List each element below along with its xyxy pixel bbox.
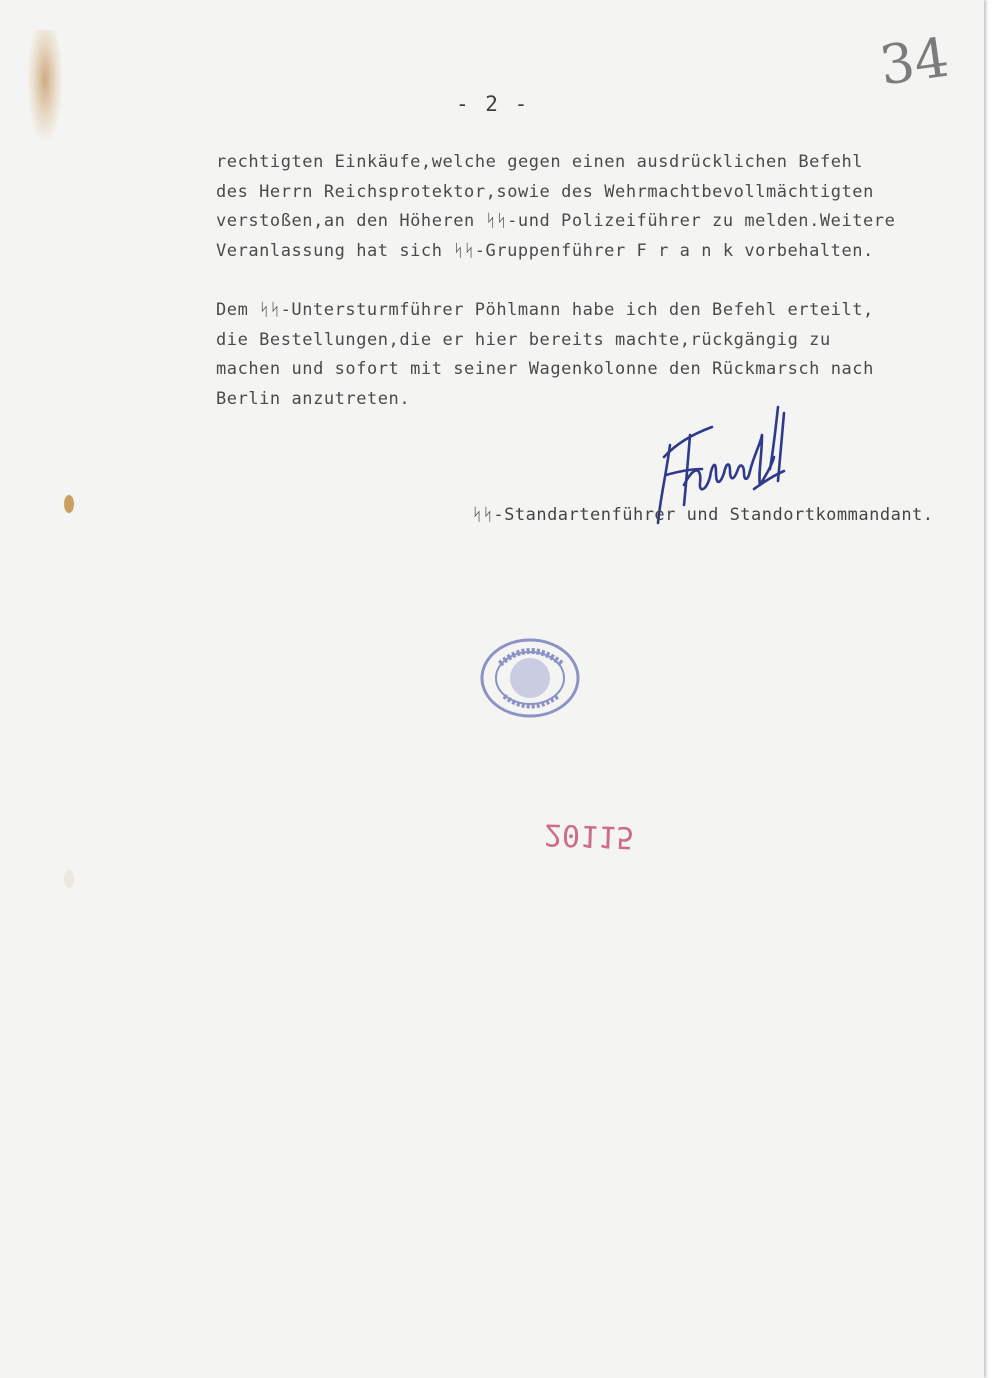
signer-title: ᛋᛋ-Standartenführer und Standortkommandant. [472, 505, 934, 525]
archive-page-number: 34 [875, 25, 953, 98]
text-line: Dem ᛋᛋ-Untersturmführer Pöhlmann habe ich den Befehl erteilt, [216, 300, 874, 320]
punch-hole-mark [64, 870, 74, 888]
paragraph-1 [216, 148, 895, 266]
text-line: des Herrn Reichsprotektor,sowie des Wehrmachtbevollmächtigten [216, 181, 874, 202]
registration-stamp-number: 20115 [543, 816, 635, 855]
official-round-stamp [478, 636, 582, 720]
text-line: rechtigten Einkäufe,welche gegen einen ausdrücklichen Befehl [216, 152, 864, 172]
text-line: Berlin anzutreten. [216, 388, 411, 409]
punch-hole-mark [64, 495, 74, 513]
text-line: verstoßen,an den Höheren ᛋᛋ-und Polizeiführer zu melden.Weitere [216, 211, 896, 231]
text-line: Veranlassung hat sich ᛋᛋ-Gruppenführer F r a n k vorbehalten. [216, 240, 874, 261]
page-number: - 2 - [456, 92, 530, 116]
paragraph-2 [216, 296, 874, 414]
text-line: die Bestellungen,die er hier bereits machte,rückgängig zu [216, 329, 831, 350]
rust-stain [28, 30, 62, 140]
text-line: machen und sofort mit seiner Wagenkolonne den Rückmarsch nach [216, 359, 874, 379]
